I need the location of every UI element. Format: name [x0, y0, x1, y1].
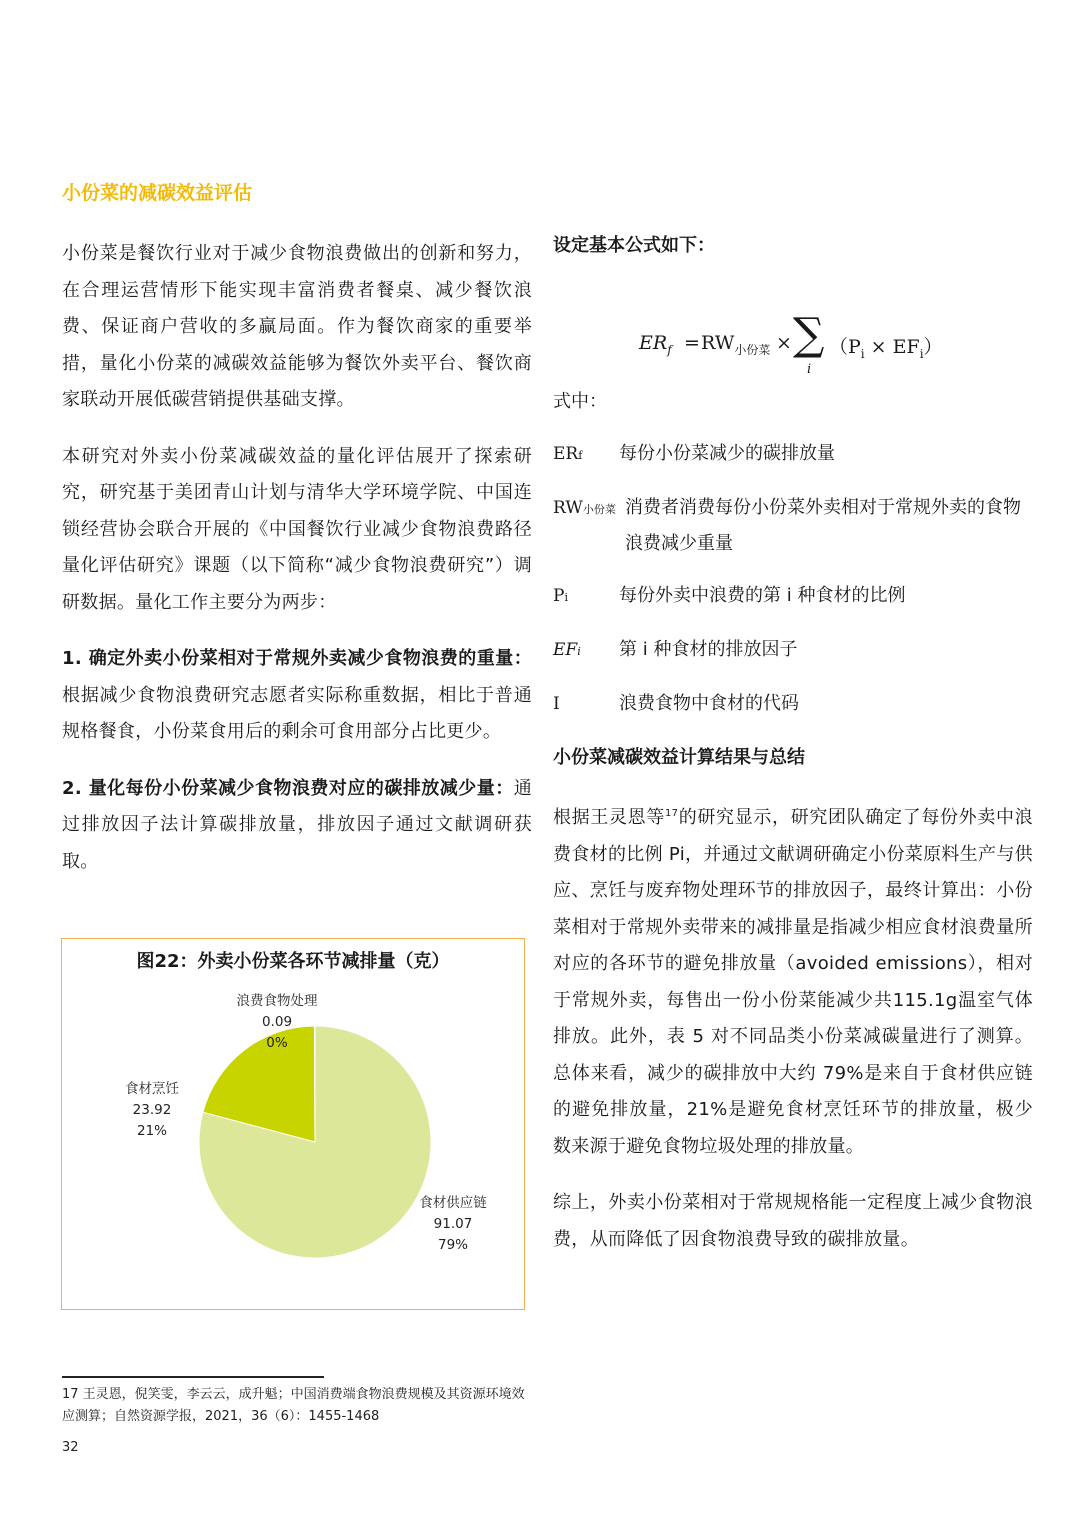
formula-rw	[701, 332, 770, 358]
section-title: 小份菜的减碳效益评估	[62, 182, 253, 204]
formula-heading: 设定基本公式如下：	[553, 235, 715, 256]
step-2	[62, 771, 532, 881]
paragraph-conclusion: 综上，外卖小份菜相对于常规规格能一定程度上减少食物浪费，从而降低了因食物浪费导致的碳排放量。	[553, 1192, 1033, 1250]
var-description: 每份小份菜减少的碳排放量	[619, 443, 835, 464]
var-symbol	[553, 490, 616, 528]
left-column	[62, 236, 532, 900]
figure-22	[61, 938, 525, 1310]
var-description: 每份外卖中浪费的第 i 种食材的比例	[619, 585, 906, 606]
formula-equals: =	[684, 332, 700, 354]
var-symbol	[553, 632, 581, 670]
results-text-a: 根据王灵恩等	[553, 807, 665, 828]
step-1-text: 根据减少食物浪费研究志愿者实际称重数据，相比于普通规格餐食，小份菜食用后的剩余可食用部分占比更少。	[62, 684, 532, 742]
var-symbol-name: ER	[553, 444, 579, 464]
var-description: 第 i 种食材的排放因子	[619, 639, 798, 660]
step-2-text: 通过排放因子法计算碳排放量，排放因子通过文献调研获取。	[62, 777, 532, 872]
formula-er-sub: f	[667, 342, 672, 357]
var-row	[553, 578, 1033, 632]
label-cooking-percent: 21%	[136, 1123, 167, 1139]
var-symbol-name: EF	[553, 640, 578, 660]
var-row	[553, 686, 1033, 740]
step-1-heading: 1. 确定外卖小份菜相对于常规外卖减少食物浪费的重量：	[62, 648, 532, 669]
var-row	[553, 632, 1033, 686]
label-supply-chain-name: 食材供应链	[419, 1195, 487, 1211]
paragraph-intro: 小份菜是餐饮行业对于减少食物浪费做出的创新和努力，在合理运营情形下能实现丰富消费者餐桌、减少餐饮浪费、保证商户营收的多赢局面。作为餐饮商家的重要举措，量化小份菜的减碳效益能够为餐饮外卖平台、餐饮商家联动开展低碳营销提供基础支撑。	[62, 243, 532, 410]
formula-times: ×	[776, 332, 792, 354]
paragraph-results	[553, 796, 1033, 1165]
var-symbol	[553, 578, 568, 616]
paragraph-research: 本研究对外卖小份菜减碳效益的量化评估展开了探索研究，研究基于美团青山计划与清华大学环境学院、中国连锁经营协会联合开展的《中国餐饮行业减少食物浪费路径量化评估研究》课题（以下简称“减少食物浪费研究”）调研数据。量化工作主要分为两步：	[62, 445, 532, 613]
formula-ef-sub: i	[919, 346, 924, 361]
footnote-ref[interactable]: 17	[665, 808, 679, 819]
figure-title: 图22：外卖小份菜各环节减排量（克）	[136, 951, 450, 972]
page-number: 32	[62, 1440, 79, 1455]
footnote-divider	[62, 1376, 324, 1378]
label-supply-chain-percent: 79%	[437, 1237, 468, 1253]
formula-p-sub: i	[860, 346, 865, 361]
var-description: 浪费食物中食材的代码	[619, 693, 799, 714]
var-symbol	[553, 436, 582, 474]
label-cooking-value: 23.92	[132, 1102, 172, 1118]
label-cooking-name: 食材烹饪	[125, 1081, 179, 1097]
results-heading: 小份菜减碳效益计算结果与总结	[553, 747, 805, 768]
var-symbol-name: RW	[553, 498, 583, 518]
var-symbol-name: I	[553, 694, 560, 714]
var-symbol-name: P	[553, 586, 565, 606]
label-supply-chain	[408, 1193, 498, 1256]
var-symbol-sub: i	[577, 645, 581, 658]
right-column	[553, 228, 1033, 1278]
label-waste-disposal-name: 浪费食物处理	[236, 993, 318, 1009]
var-symbol-sub: 小份菜	[582, 503, 616, 516]
formula	[553, 268, 1033, 384]
label-supply-chain-value: 91.07	[433, 1216, 473, 1232]
formula-er	[639, 332, 672, 357]
formula-rw-symbol: RW	[701, 332, 735, 354]
var-row	[553, 436, 1033, 490]
results-text-b: 的研究显示，研究团队确定了每份外卖中浪费食材的比例 Pi，并通过文献调研确定小份菜原料生产与供应、烹饪与废弃物处理环节的排放因子，最终计算出：小份菜相对于常规外卖带来的减排量是指减少相应食材浪费量所对应的各环节的避免排放量（avoided emissions），相对于常规外卖，每售出一份小份菜能减少共115.1g温室气体排放。此外，表 5 对不同品类小份菜减碳量进行了测算。总体来看，减少的碳排放中大约 79%是来自于食材供应链的避免排放量，21%是避免食材烹饪环节的排放量，极少数来源于避免食物垃圾处理的排放量。	[553, 807, 1033, 1157]
label-waste-disposal	[222, 991, 332, 1054]
var-description: 消费者消费每份小份菜外卖相对于常规外卖的食物浪费减少重量	[625, 497, 1021, 554]
var-row	[553, 490, 1033, 578]
label-waste-disposal-percent: 0%	[266, 1035, 288, 1051]
formula-close: ）	[923, 336, 943, 358]
formula-sigma-index: i	[807, 362, 812, 377]
step-2-heading: 2. 量化每份小份菜减少食物浪费对应的碳排放减少量：	[62, 777, 514, 799]
var-symbol-sub: f	[578, 449, 583, 462]
label-cooking	[112, 1079, 192, 1142]
formula-er-symbol: ER	[639, 332, 668, 354]
footnote: 17 王灵恩，倪笑雯，李云云，成升魁；中国消费端食物浪费规模及其资源环境效应测算；自然资源学报，2021，36（6）：1455-1468	[62, 1387, 525, 1424]
formula-rw-sub: 小份菜	[734, 342, 771, 357]
formula-product	[829, 332, 943, 361]
formula-ef: × EF	[864, 336, 920, 358]
var-symbol	[553, 686, 560, 722]
where-label: 式中：	[553, 391, 607, 412]
label-waste-disposal-value: 0.09	[261, 1014, 293, 1030]
step-1	[62, 641, 532, 751]
var-symbol-sub: i	[564, 591, 568, 604]
formula-p: （P	[829, 336, 861, 358]
formula-sigma: ∑	[793, 309, 825, 360]
